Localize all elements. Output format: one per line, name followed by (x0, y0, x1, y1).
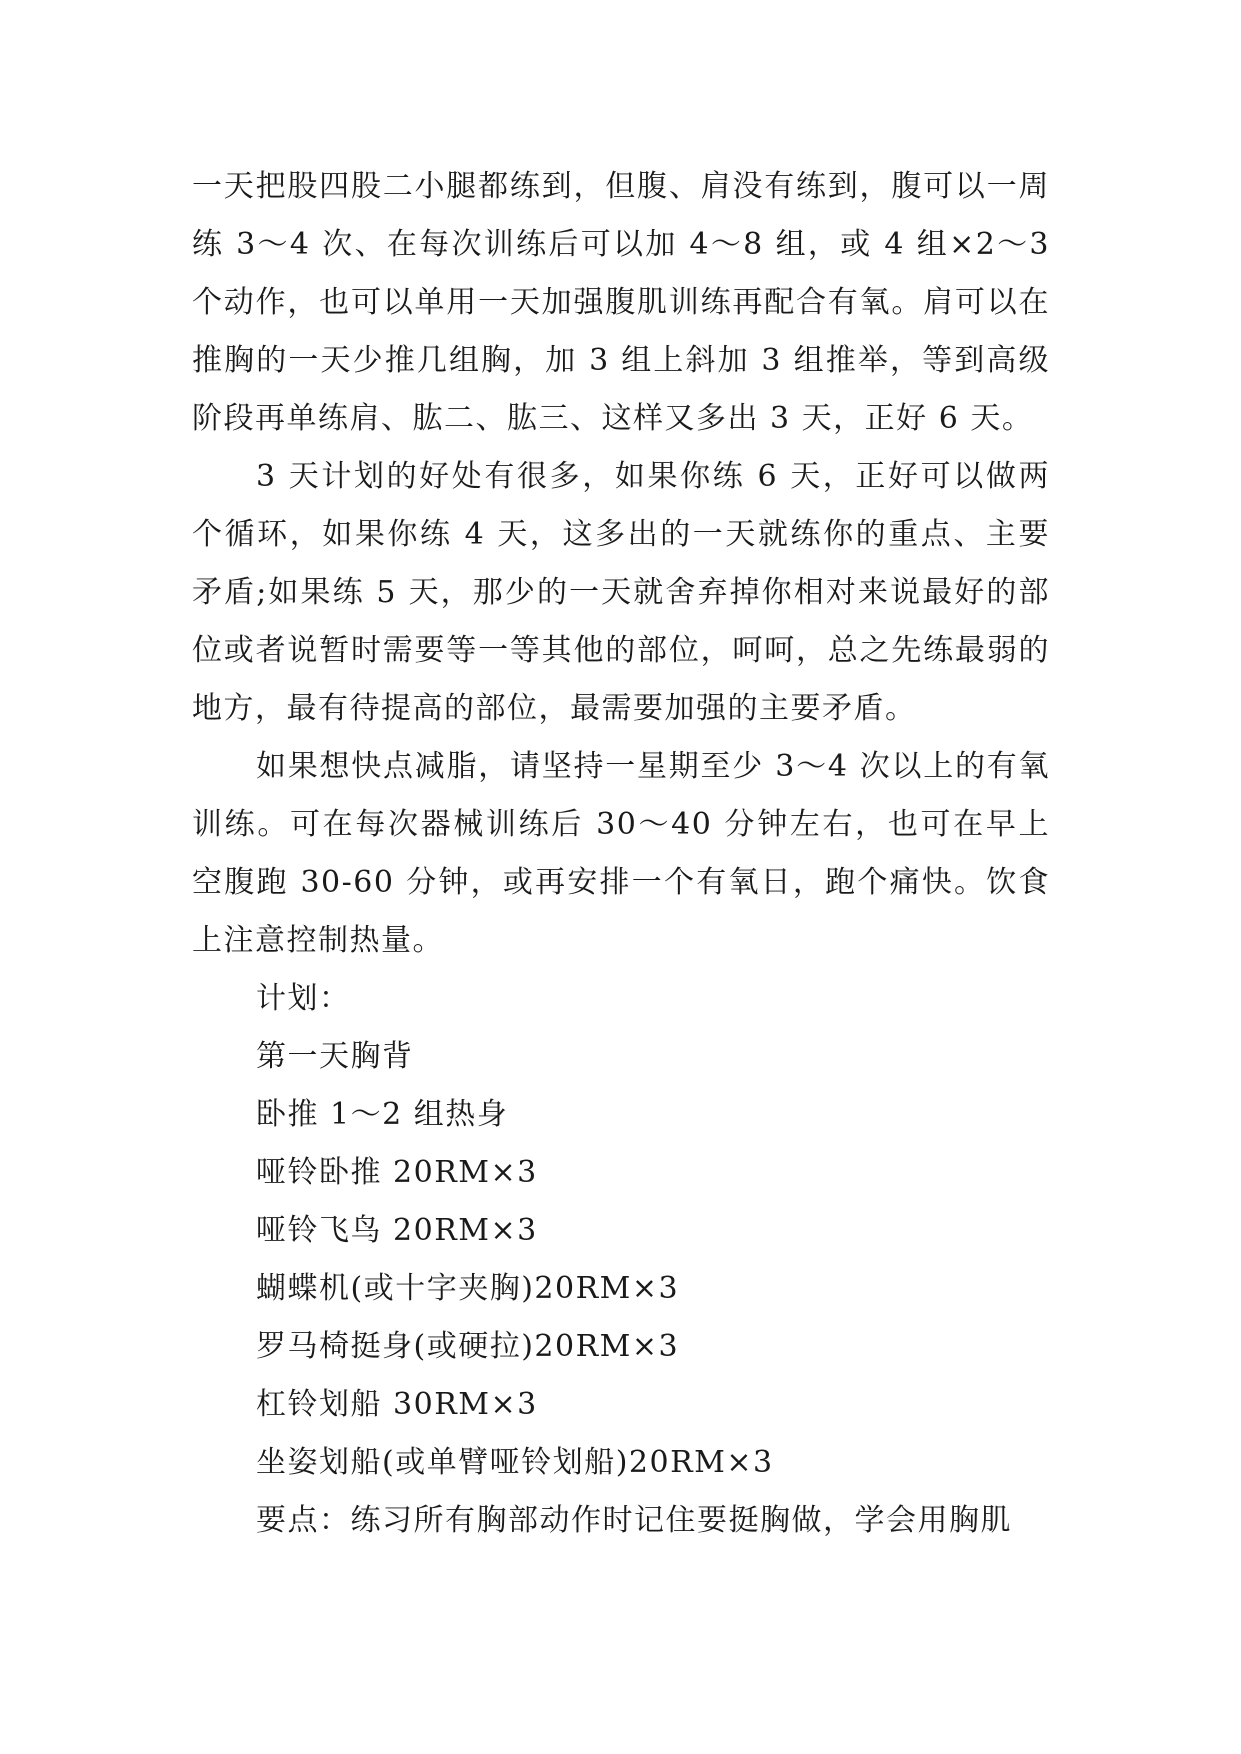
plan-item: 杠铃划船 30RM×3 (256, 1387, 538, 1422)
plan-item: 罗马椅挺身(或硬拉)20RM×3 (256, 1329, 680, 1364)
plan-day-title: 第一天胸背 (256, 1039, 414, 1074)
plan-heading: 计划： (256, 981, 351, 1016)
plan-item: 蝴蝶机(或十字夹胸)20RM×3 (256, 1271, 680, 1306)
plan-item: 坐姿划船(或单臂哑铃划船)20RM×3 (256, 1445, 774, 1480)
plan-item: 哑铃飞鸟 20RM×3 (256, 1213, 538, 1248)
paragraph-fat-loss: 如果想快点减脂，请坚持一星期至少 3～4 次以上的有氧训练。可在每次器械训练后 30～40 分钟左右，也可在早上空腹跑 30-60 分钟，或再安排一个有氧日，跑个痛快。饮食上注意控制热量。 (192, 749, 1050, 958)
paragraph-training-split: 一天把股四股二小腿都练到，但腹、肩没有练到，腹可以一周练 3～4 次、在每次训练后可以加 4～8 组，或 4 组×2～3 个动作，也可以单用一天加强腹肌训练再配合有氧。肩可以在推胸的一天少推几组胸，加 3 组上斜加 3 组推举，等到高级阶段再单练肩、肱二、肱三、这样又多出 3 天，正好 6 天。 (192, 169, 1050, 436)
plan-list (192, 970, 1050, 1550)
paragraph-three-day-plan: 3 天计划的好处有很多，如果你练 6 天，正好可以做两个循环，如果你练 4 天，这多出的一天就练你的重点、主要矛盾;如果练 5 天，那少的一天就舍弃掉你相对来说最好的部位或者说暂时需要等一等其他的部位，呵呵，总之先练最弱的地方，最有待提高的部位，最需要加强的主要矛盾。 (192, 459, 1050, 726)
plan-item: 卧推 1～2 组热身 (256, 1097, 509, 1132)
plan-item: 哑铃卧推 20RM×3 (256, 1155, 538, 1190)
document-body (192, 158, 1050, 1550)
plan-key-point: 要点：练习所有胸部动作时记住要挺胸做，学会用胸肌 (256, 1503, 1012, 1538)
